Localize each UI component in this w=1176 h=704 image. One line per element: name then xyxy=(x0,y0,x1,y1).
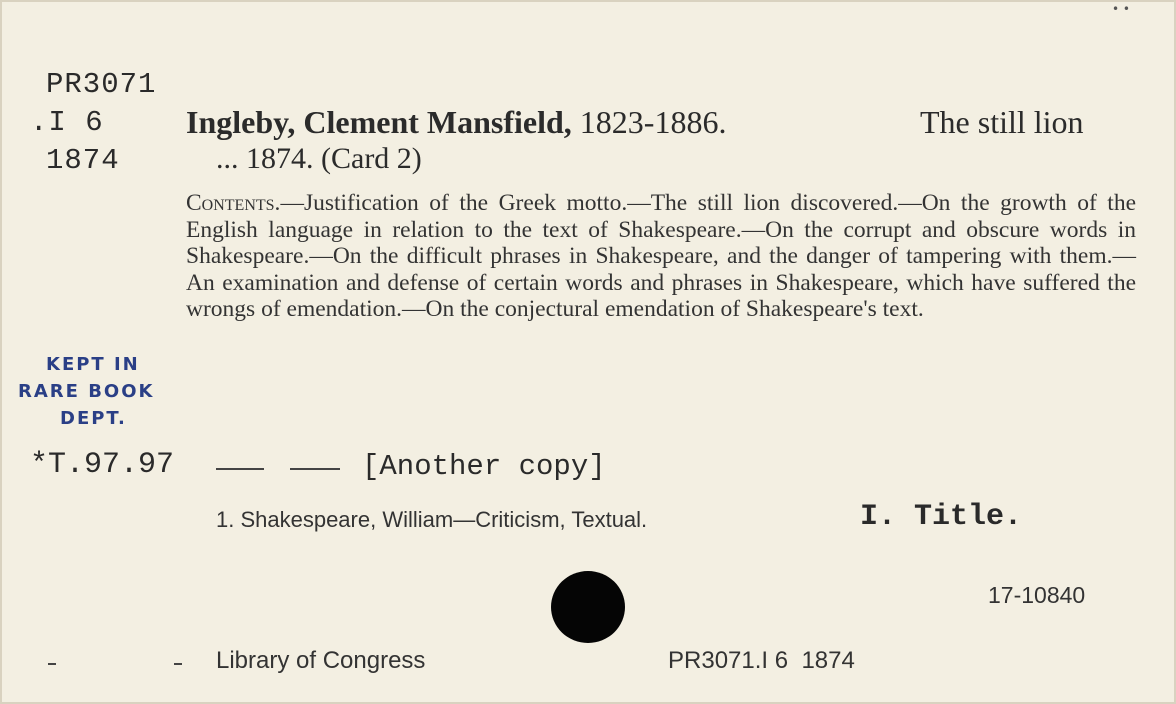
library-name: Library of Congress xyxy=(216,647,426,674)
another-copy-call-number: *T.97.97 xyxy=(30,448,175,482)
call-number-line-2: .I 6 xyxy=(30,106,104,139)
imprint-line: ... 1874. (Card 2) xyxy=(216,142,422,175)
call-number-line-3: 1874 xyxy=(46,144,120,177)
subject-tracing: 1. Shakespeare, William—Criticism, Textual. xyxy=(216,507,648,532)
author-name: Ingleby, Clement Mansfield, xyxy=(186,104,572,140)
contents-note xyxy=(186,190,1136,323)
footer-dash-2 xyxy=(174,663,182,665)
stamp-line-2: RARE BOOK xyxy=(18,381,155,402)
call-number-line-1: PR3071 xyxy=(46,68,157,101)
title-start: The still lion xyxy=(920,104,1084,140)
lc-call-number-year: 1874 xyxy=(801,647,855,674)
dash-1 xyxy=(216,468,264,470)
contents-text: —Justification of the Greek motto.—The still lion discovered.—On the growth of the English language in relation to the text of Shakespeare.—On the corrupt and obscure words in Shakespeare.—On the difficult phrases in Shakespeare, and the danger of tampering with them.—An examination and defense of certain words and phrases in Shakespeare, which have suffered the wrongs of emendation.—On the conjectural emendation of Shakespeare's text. xyxy=(186,190,1136,322)
footer-dash-1 xyxy=(48,663,56,665)
stamp-line-3: DEPT. xyxy=(60,408,127,429)
lc-call-number xyxy=(668,647,855,675)
another-copy-line xyxy=(30,448,174,482)
dash-2 xyxy=(290,468,340,470)
another-copy-label: [Another copy] xyxy=(362,450,606,483)
contents-label: Contents. xyxy=(186,190,281,216)
corner-marks: • • xyxy=(1112,2,1130,16)
stamp-line-1: KEPT IN xyxy=(46,354,140,375)
author-dates: 1823-1886. xyxy=(579,104,727,140)
main-entry-heading xyxy=(186,104,726,141)
lc-call-number-class: PR3071.I 6 xyxy=(668,647,789,674)
title-tracing: I. Title. xyxy=(860,500,1023,534)
card-number: 17-10840 xyxy=(988,582,1086,608)
punch-hole xyxy=(551,571,625,643)
